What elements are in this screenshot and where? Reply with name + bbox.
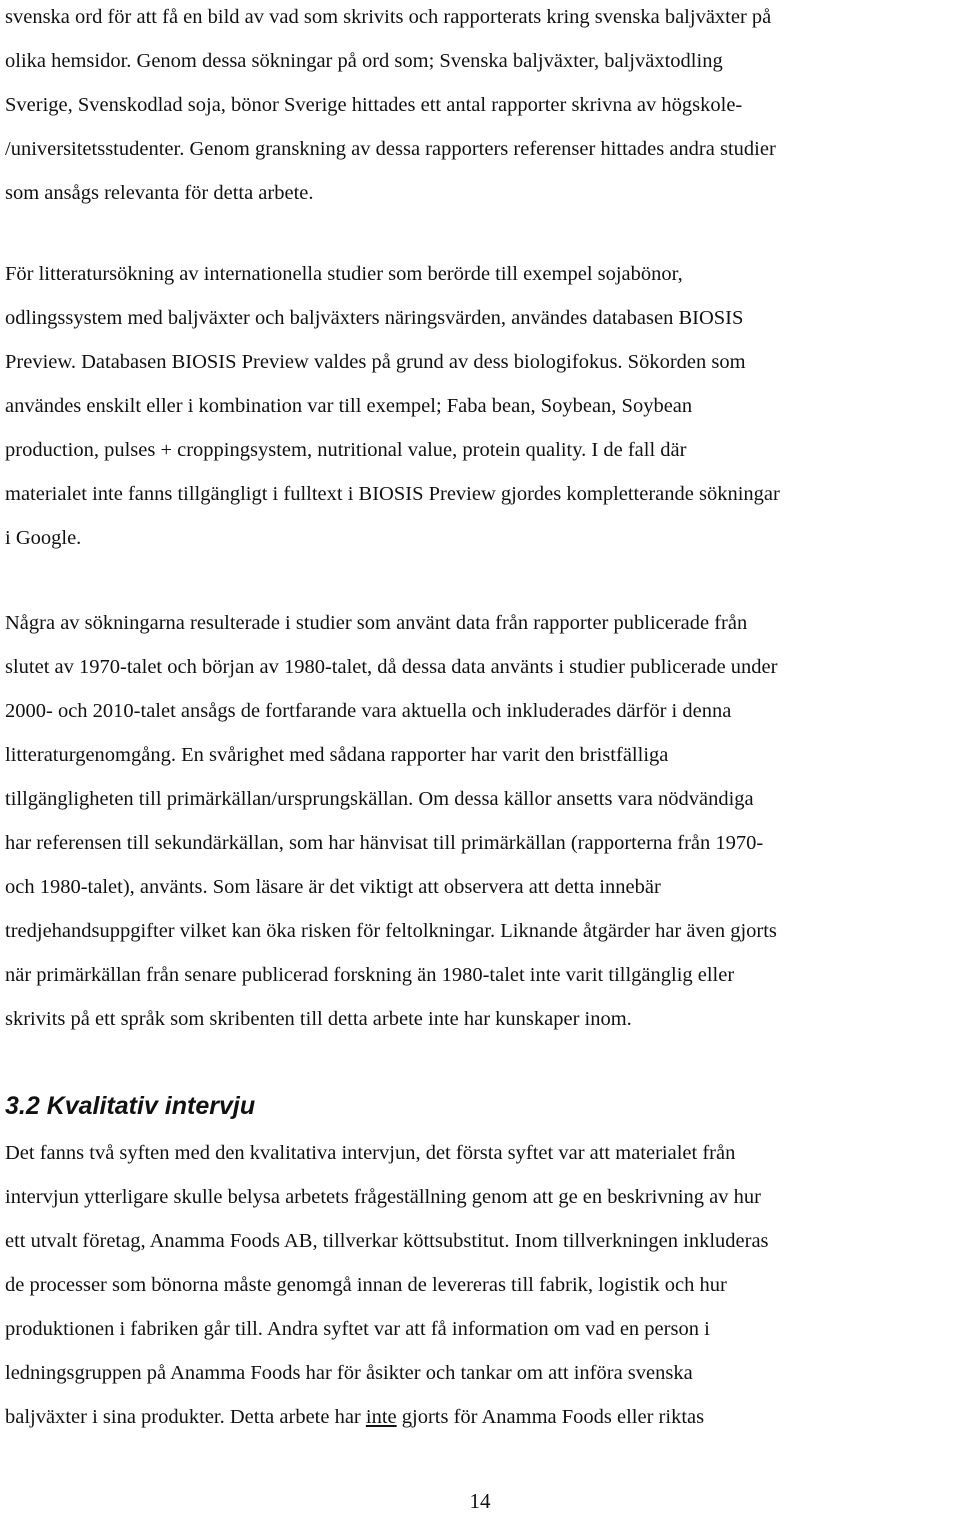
text-line: Några av sökningarna resulterade i studier som använt data från rapporter publicerade från [5,612,748,634]
paragraph-biosis [5,252,960,560]
text-line: de processer som bönorna måste genomgå innan de levereras till fabrik, logistik och hur [5,1274,727,1296]
text-line: Det fanns två syften med den kvalitativa intervjun, det första syftet var att materialet från [5,1142,736,1164]
text-line: intervjun ytterligare skulle belysa arbetets frågeställning genom att ge en beskrivning av hur [5,1186,761,1208]
text-line: materialet inte fanns tillgängligt i fulltext i BIOSIS Preview gjordes kompletterande sökningar [5,483,780,505]
text-line: 2000- och 2010-talet ansågs de fortfarande vara aktuella och inkluderades därför i denna [5,700,732,722]
paragraph-search-terms [5,0,960,215]
text-line: användes enskilt eller i kombination var till exempel; Faba bean, Soybean, Soybean [5,395,693,417]
text-line: i Google. [5,527,82,549]
text-run: gjorts för Anamma Foods eller riktas [396,1406,705,1428]
text-line: olika hemsidor. Genom dessa sökningar på ord som; Svenska baljväxter, baljväxtodling [5,50,723,72]
text-line: som ansågs relevanta för detta arbete. [5,182,314,204]
text-line: Preview. Databasen BIOSIS Preview valdes på grund av dess biologifokus. Sökorden som [5,351,746,373]
text-line: Sverige, Svenskodlad soja, bönor Sverige hittades ett antal rapporter skrivna av högskole- [5,94,743,116]
text-line: /universitetsstudenter. Genom granskning av dessa rapporters referenser hittades andra studier [5,138,776,160]
section-heading: 3.2 Kvalitativ intervju [5,1092,256,1120]
text-line: och 1980-talet), använts. Som läsare är det viktigt att observera att detta innebär [5,876,661,898]
paragraph-interview [5,1131,960,1439]
text-line: när primärkällan från senare publicerad forskning än 1980-talet inte varit tillgänglig eller [5,964,735,986]
paragraph-sources [5,601,960,1041]
text-line: skrivits på ett språk som skribenten till detta arbete inte har kunskaper inom. [5,1008,632,1030]
text-line: För litteratursökning av internationella studier som berörde till exempel sojabönor, [5,263,683,285]
text-line: odlingssystem med baljväxter och baljväxters näringsvärden, användes databasen BIOSIS [5,307,744,329]
underlined-word: inte [365,1406,397,1428]
text-line: har referensen till sekundärkällan, som har hänvisat till primärkällan (rapporterna från 1970- [5,832,764,854]
text-line: tillgängligheten till primärkällan/ursprungskällan. Om dessa källor ansetts vara nödvändiga [5,788,754,810]
text-line: svenska ord för att få en bild av vad som skrivits och rapporterats kring svenska baljväxter på [5,6,772,28]
text-run: baljväxter i sina produkter. Detta arbete har [5,1406,366,1428]
text-line: litteraturgenomgång. En svårighet med sådana rapporter har varit den bristfälliga [5,744,669,766]
text-line: ledningsgruppen på Anamma Foods har för åsikter och tankar om att införa svenska [5,1362,693,1384]
text-line: production, pulses + croppingsystem, nutritional value, protein quality. I de fall där [5,439,687,461]
text-line: produktionen i fabriken går till. Andra syftet var att få information om vad en person i [5,1318,710,1340]
page-number: 14 [469,1489,491,1513]
text-line: tredjehandsuppgifter vilket kan öka risken för feltolkningar. Liknande åtgärder har även gjorts [5,920,777,942]
text-line: ett utvalt företag, Anamma Foods AB, tillverkar köttsubstitut. Inom tillverkningen inkluderas [5,1230,769,1252]
text-line-last [5,1395,960,1439]
text-line: slutet av 1970-talet och början av 1980-talet, då dessa data använts i studier publicerade under [5,656,778,678]
